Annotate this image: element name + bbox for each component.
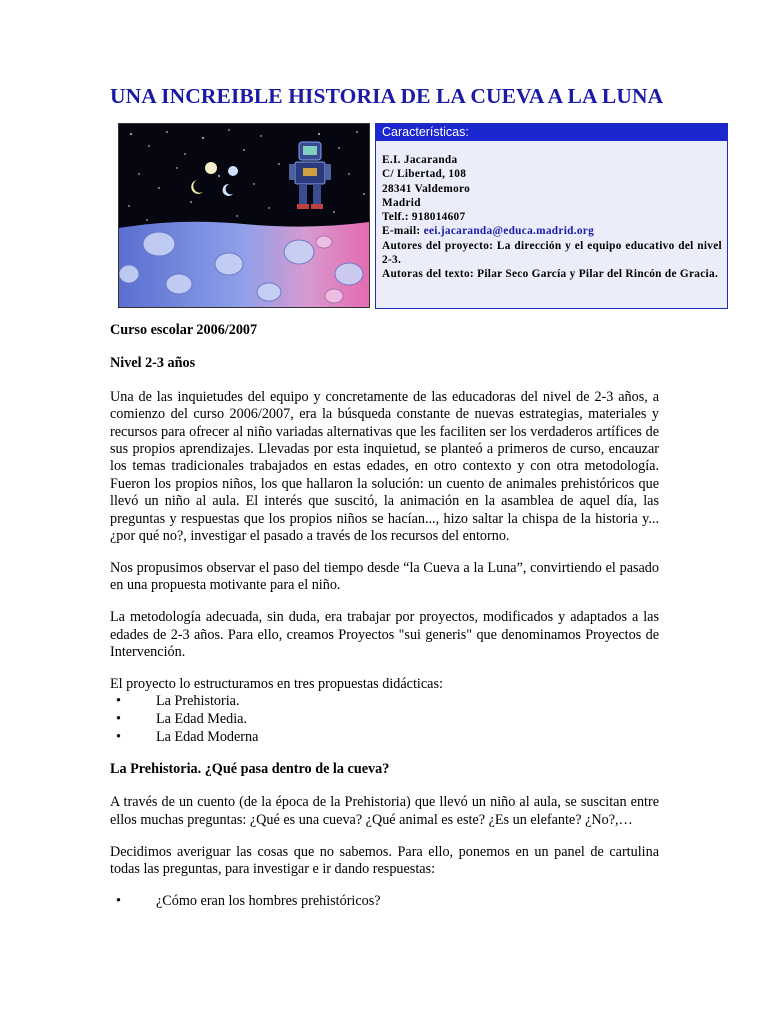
phone: Telf.: 918014607 [382, 211, 466, 224]
document-content [110, 322, 659, 925]
email-link[interactable]: eei.jacaranda@educa.madrid.org [423, 225, 595, 238]
email-label: E-mail: [382, 225, 424, 238]
document-title: UNA INCREIBLE HISTORIA DE LA CUEVA A LA LUNA [110, 84, 664, 108]
bullet-icon: • [116, 729, 121, 745]
list-item: • La Edad Media. [116, 711, 247, 728]
text-authors: Autoras del texto: Pilar Seco García y Pilar del Rincón de Gracia. [382, 268, 719, 281]
level-heading: Nivel 2-3 años [110, 355, 196, 372]
list-item: • La Edad Moderna [116, 729, 259, 745]
observation-paragraph: Nos propusimos observar el paso del tiempo desde “la Cueva a la Luna”, convirtiendo el pasado en una propuesta motivante para el niño. [110, 559, 659, 594]
panel-paragraph: Decidimos averiguar las cosas que no sabemos. Para ello, ponemos en un panel de cartulina todas las preguntas, para investigar e ir dando respuestas: [110, 843, 659, 877]
street-address: C/ Libertad, 108 [382, 168, 467, 181]
course-heading: Curso escolar 2006/2007 [110, 322, 258, 338]
school-name: E.I. Jacaranda [382, 154, 458, 166]
methodology-paragraph: La metodología adecuada, sin duda, era trabajar por proyectos, modificados y adaptados a las edades de 2-3 años. Para ello, creamos Proyectos "sui generis" que denominamos Proyectos de Intervención. [110, 609, 659, 661]
project-authors: Autores del proyecto: La dirección y el equipo educativo del nivel 2-3. [382, 239, 722, 267]
proposals-list [110, 693, 659, 746]
story-paragraph: A través de un cuento (de la época de la Prehistoria) que llevó un niño al aula, se suscitan entre ellos muchas preguntas: ¿Qué es una cueva? ¿Qué animal es este? ¿Es un elefante? ¿No?,… [110, 794, 659, 828]
list-item: • La Prehistoria. [116, 693, 240, 710]
characteristics-box [375, 123, 728, 309]
postal-code: 28341 Valdemoro [382, 182, 471, 195]
bullet-icon: • [116, 693, 121, 710]
email-line [382, 224, 722, 238]
intro-paragraph: Una de las inquietudes del equipo y concretamente de las educadoras del nivel de 2-3 años, a comienzo del curso 2006/2007, era la búsqueda constante de nuevas estrategias, materiales y recursos para ofrecer al niño variadas alternativas que les faciliten ser los verdaderos artífices de sus propios aprendizajes. Llevadas por esta inquietud, se planteó a primeros de curso, encauzar los temas tradicionales trabajados en estas edades, en otro contexto y con otra metodología. Fueron los propios niños, los que hallaron la solución: un cuento de animales prehistóricos que llevó un niño al aula. El interés que suscitó, la animación en la asamblea de aquel día, las preguntas y respuestas que los propios niños se hacían..., hizo saltar la chispa de la historia y... ¿por qué no?, investigar el pasado a través de los recursos del entorno. [110, 388, 659, 545]
characteristics-heading: Características: [376, 124, 727, 141]
section-heading: La Prehistoria. ¿Qué pasa dentro de la cueva? [110, 760, 390, 777]
space-illustration-icon [118, 123, 370, 308]
characteristics-body [376, 141, 727, 282]
questions-list [110, 893, 659, 911]
city: Madrid [382, 196, 421, 209]
structure-paragraph: El proyecto lo estructuramos en tres propuestas didácticas: [110, 676, 443, 692]
bullet-icon: • [116, 892, 121, 909]
bullet-icon: • [116, 711, 121, 728]
list-item: • ¿Cómo eran los hombres prehistóricos? [116, 892, 381, 909]
